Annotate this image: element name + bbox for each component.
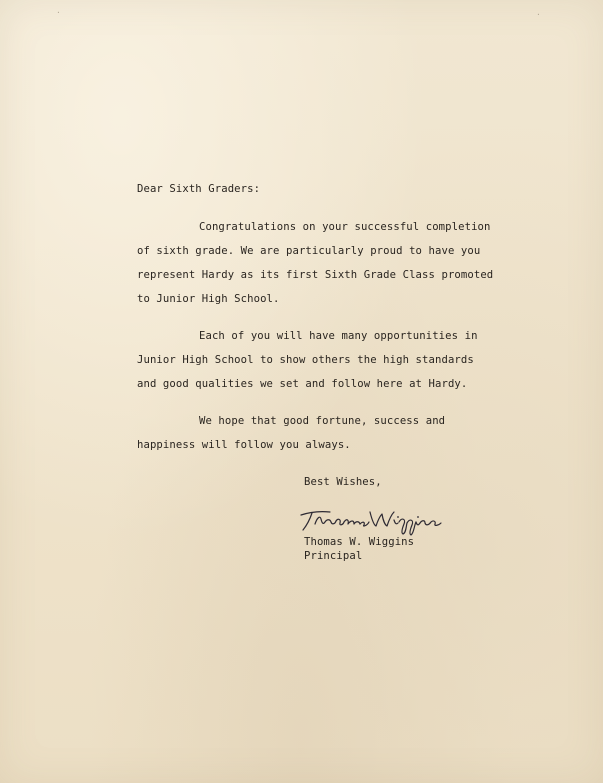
paper-fleck: ·	[536, 10, 541, 19]
paragraph-3-line-2: happiness will follow you always.	[137, 439, 351, 451]
paper-fleck: ·	[56, 8, 61, 17]
paragraph-1-line-4: to Junior High School.	[137, 293, 280, 305]
paragraph-1-line-3: represent Hardy as its first Sixth Grade Class promoted	[137, 269, 494, 281]
paragraph-1-line-2: of sixth grade. We are particularly proud to have you	[137, 245, 481, 257]
paragraph-2-line-1: Each of you will have many opportunities in	[199, 330, 478, 342]
signer-name: Thomas W. Wiggins	[304, 536, 415, 548]
handwritten-signature	[298, 500, 448, 536]
paragraph-3-line-1: We hope that good fortune, success and	[199, 415, 446, 427]
paragraph-2-line-3: and good qualities we set and follow here at Hardy.	[137, 378, 468, 390]
paragraph-2-line-2: Junior High School to show others the high standards	[137, 354, 474, 366]
paragraph-1-line-1: Congratulations on your successful completion	[199, 221, 491, 233]
closing: Best Wishes,	[304, 476, 382, 488]
signer-title: Principal	[304, 550, 363, 562]
salutation: Dear Sixth Graders:	[137, 183, 261, 195]
